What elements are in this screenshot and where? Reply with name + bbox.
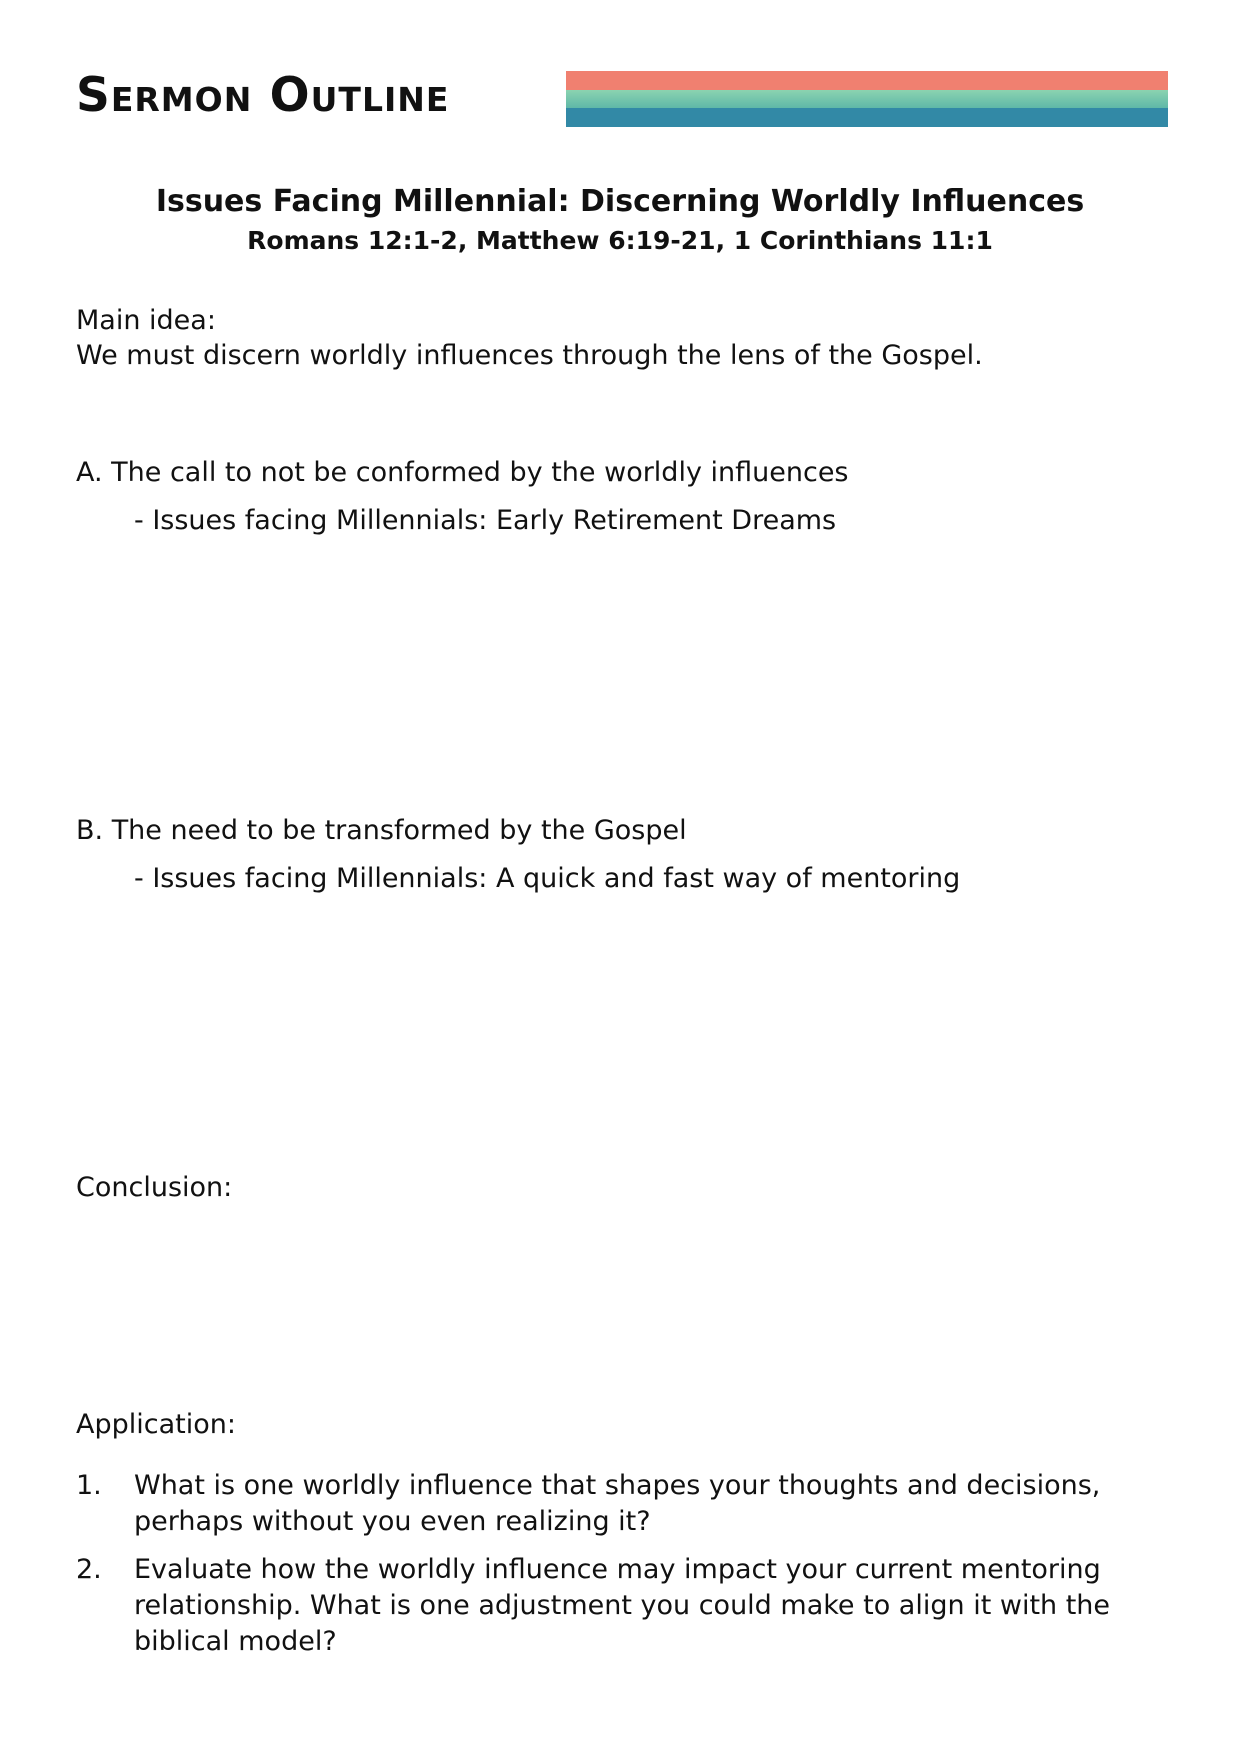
- application-item-number: 2.: [76, 1554, 102, 1585]
- application-item-number: 1.: [76, 1470, 102, 1501]
- header-stripes: [566, 71, 1168, 127]
- sermon-title: Issues Facing Millennial: Discerning Worldly Influences: [155, 184, 1085, 219]
- application-item-text: Evaluate how the worldly influence may impact your current mentoring relationship. What is one adjustment you could make to align it with the biblical model?: [134, 1554, 1111, 1657]
- application-item: [76, 1552, 1156, 1660]
- point-b-subpoint: - Issues facing Millennials: A quick and fast way of mentoring: [134, 863, 961, 894]
- application-list: [76, 1468, 1156, 1672]
- application-item-text: What is one worldly influence that shapes your thoughts and decisions, perhaps without you even realizing it?: [134, 1470, 1101, 1537]
- document-title: Sermon Outline: [76, 68, 450, 123]
- point-a-subpoint: - Issues facing Millennials: Early Retirement Dreams: [134, 505, 837, 536]
- coral-stripe: [566, 71, 1168, 90]
- application-label: Application:: [76, 1409, 236, 1440]
- point-a-heading: A. The call to not be conformed by the worldly influences: [76, 457, 849, 488]
- teal-stripe: [566, 108, 1168, 127]
- application-item: [76, 1468, 1156, 1540]
- mint-stripe: [566, 90, 1168, 109]
- scripture-references: Romans 12:1-2, Matthew 6:19-21, 1 Corinthians 11:1: [247, 226, 993, 255]
- main-idea-label: Main idea:: [76, 305, 216, 336]
- conclusion-label: Conclusion:: [76, 1172, 233, 1203]
- point-b-heading: B. The need to be transformed by the Gospel: [76, 815, 687, 846]
- main-idea-text: We must discern worldly influences through the lens of the Gospel.: [76, 340, 983, 371]
